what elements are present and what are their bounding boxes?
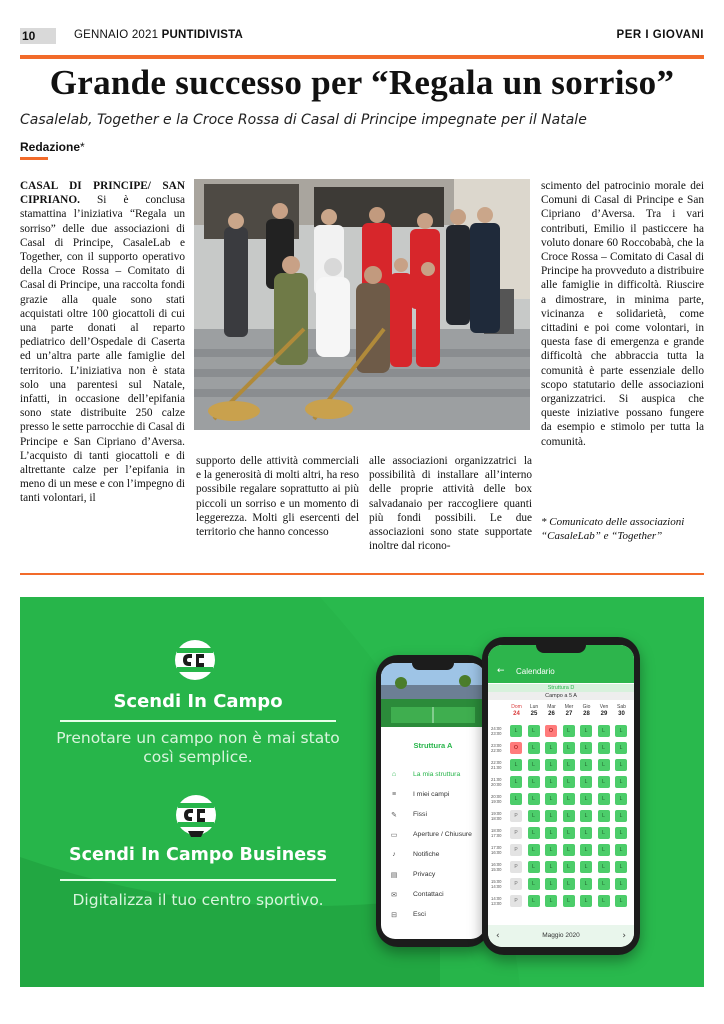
issue-date: GENNAIO 2021 (74, 29, 159, 41)
calendar-cell[interactable]: L (580, 895, 592, 907)
calendar-cell[interactable]: L (545, 861, 557, 873)
time-slot-label: 23:00 22:00 (491, 743, 502, 753)
scendi-in-campo-business-logo (174, 793, 218, 839)
calendar-cell[interactable]: L (545, 742, 557, 754)
mail-icon: ✉ (391, 891, 397, 899)
calendar-cell[interactable]: L (580, 759, 592, 771)
calendar-cell[interactable]: L (528, 793, 540, 805)
menu-item[interactable] (381, 805, 485, 824)
calendar-cell[interactable]: L (545, 759, 557, 771)
calendar-cell[interactable]: P (510, 810, 522, 822)
calendar-cell[interactable]: P (510, 861, 522, 873)
ad-divider-business (60, 879, 336, 881)
ad-brand-title: Scendi In Campo (113, 691, 283, 712)
page-number: 10 (20, 28, 56, 44)
menu-item[interactable] (381, 865, 485, 884)
menu-item[interactable] (381, 765, 485, 784)
menu-item-label: Privacy (413, 871, 436, 878)
calendar-month: Maggio 2020 (488, 925, 634, 947)
calendar-cell[interactable]: L (545, 895, 557, 907)
time-slot-label: 18:00 17:00 (491, 828, 502, 838)
phone-left-screen (381, 663, 485, 939)
byline-author: Redazione (20, 140, 81, 154)
phone-right-screen (488, 645, 634, 947)
calendar-cell[interactable]: L (615, 861, 627, 873)
list-icon: ≡ (391, 791, 397, 798)
calendar-cell[interactable]: L (615, 725, 627, 737)
calendar-cell[interactable]: L (615, 827, 627, 839)
section-title: PER I GIOVANI (616, 29, 704, 41)
calendar-cell[interactable]: L (528, 776, 540, 788)
phone-right-notch (536, 645, 586, 653)
prev-month-icon[interactable]: ‹ (496, 931, 500, 941)
time-slot-label: 17:00 16:00 (491, 845, 502, 855)
calendar-cell[interactable]: L (545, 844, 557, 856)
calendar-cell[interactable]: P (510, 895, 522, 907)
calendar-cell[interactable]: L (598, 844, 610, 856)
day-header: Ven (599, 704, 609, 710)
day-number: 29 (600, 711, 608, 717)
calendar-cell[interactable]: L (563, 793, 575, 805)
page-header (20, 28, 704, 44)
article-column-4: scimento del patrocinio morale dei Comuni di Casal di Principe e San Cipriano d’Aversa. Tra i vari contributi, Emilio il pasticcere ha voluto donare 60 Roccobabà, che la Croce Rossa – Comitato di Casal di Principe ha provveduto a distribuire alle famiglie in difficoltà. Riuscire a dimostrare, in minima parte, vicinanza e solidarietà, come cittadini e poi come volontari, in questa fase di emergenza e grande difficoltà che abbraccia tutta la comunità è parte essenziale dello scopo statutario delle associazioni organizzatrici. Si auspica che queste iniziative possano fungere da esempio e stimolo per tutta la comunità. (541, 180, 704, 448)
calendar-cell[interactable]: L (615, 793, 627, 805)
calendar-cell[interactable]: L (598, 878, 610, 890)
calendar-cell[interactable]: O (545, 725, 557, 737)
day-header: Mer (564, 704, 574, 710)
calendar-cell[interactable]: L (528, 725, 540, 737)
article-column-3: alle associazioni organizzatrici la possibilità di installare all’interno delle proprie attività delle box salvadanaio per raccogliere quanti più fondi possibili. Le due associazioni sono state supportate inoltre dal ricono- (369, 455, 532, 553)
footnote: * Comunicato delle associazioni “CasaleLab” e “Together” (541, 516, 685, 542)
calendar-cell[interactable]: L (563, 725, 575, 737)
calendar-cell[interactable]: L (528, 810, 540, 822)
calendar-cell[interactable]: L (545, 827, 557, 839)
bell-icon: ♪ (392, 851, 396, 858)
calendar-cell[interactable]: L (598, 827, 610, 839)
day-number: 27 (565, 711, 573, 717)
article-bottom-rule (20, 573, 704, 575)
calendar-cell[interactable]: L (563, 895, 575, 907)
article-photo (194, 179, 530, 430)
issue-info (74, 29, 243, 41)
calendar-cell[interactable]: L (598, 742, 610, 754)
venue-name: Struttura A (413, 741, 453, 750)
back-arrow-icon[interactable]: ← (497, 666, 505, 676)
calendar-cell[interactable]: L (598, 895, 610, 907)
calendar-cell[interactable]: L (615, 878, 627, 890)
time-slot-label: 21:00 20:00 (491, 777, 502, 787)
calendar-cell[interactable]: P (510, 827, 522, 839)
day-number: 25 (530, 711, 538, 717)
article-column-1 (20, 179, 185, 549)
menu-item[interactable] (381, 905, 485, 924)
ad-tagline: Prenotare un campo non è mai stato così semplice. (56, 729, 340, 766)
calendar-cell[interactable]: L (580, 810, 592, 822)
calendar-cell[interactable]: L (563, 776, 575, 788)
calendar-cell[interactable]: L (598, 810, 610, 822)
day-number: 26 (548, 711, 555, 717)
calendar-cell[interactable]: L (563, 844, 575, 856)
dateline: CASAL DI PRINCIPE/ SAN CIPRIANO. (20, 180, 185, 207)
article-column-2: supporto delle attività commerciali e la generosità di molti altri, ha reso possibile regalare soprattutto ai più piccoli un sorriso e un momento di leggerezza. Molti gli esercenti del territorio che hanno concesso (196, 455, 359, 539)
calendar-cell[interactable]: P (510, 844, 522, 856)
calendar-cell[interactable]: L (580, 861, 592, 873)
subheadline: Casalelab, Together e la Croce Rossa di Casal di Principe impegnate per il Natale (20, 112, 587, 128)
time-slot-label: 22:00 21:00 (491, 760, 502, 770)
calendar-cell[interactable]: L (615, 759, 627, 771)
phone-left (376, 655, 490, 947)
next-month-icon[interactable]: › (622, 931, 626, 941)
day-number: 24 (513, 711, 520, 717)
menu-item-label: Fissi (413, 811, 427, 818)
calendar-cell[interactable]: L (545, 878, 557, 890)
calendar-cell[interactable]: L (528, 742, 540, 754)
calendar-cell[interactable]: L (598, 725, 610, 737)
calendar-cell[interactable]: L (580, 844, 592, 856)
time-slot-label: 14:00 13:00 (491, 896, 502, 906)
article-text-1: Si è conclusa stamattina l’iniziativa “Regala un sorriso” delle due associazioni di Casal di Principe, CasaleLab e Together, con il supporto operativo della Croce Rossa – Comitato di Casal di Principe, una raccolta fondi grazie alla quale sono stati acquistati oltre 100 giocattoli di cui una parte donati al reparto pediatrico dell’Ospedale di Caserta ed un’altra parte alle famiglie del territorio. L’iniziativa non è stata solo una parentesi sul Natale, infatti, in occasione dell’epifania sono state distribuite 250 calze presso le sette parrocchie di Casal di Principe e San Cipriano d’Aversa. L’acquisto di tanti giocattoli e di altrettante calze per l’epifania in meno di un mese e con l’impegno di tanti volontari, il (20, 194, 186, 505)
calendar-cell[interactable]: L (528, 759, 540, 771)
menu-item-label: I miei campi (413, 791, 450, 798)
day-header: Gio (582, 704, 591, 710)
calendar-title: Calendario (516, 667, 555, 676)
pin-icon: ✎ (391, 811, 397, 819)
byline (20, 140, 85, 154)
menu-item-label: La mia struttura (413, 771, 461, 778)
calendar-cell[interactable]: L (545, 776, 557, 788)
calendar-field: Campo a 5 A (488, 692, 634, 700)
calendar-cell[interactable]: L (563, 878, 575, 890)
calendar-cell[interactable]: L (528, 878, 540, 890)
day-header: Mar (547, 704, 556, 710)
calendar-cell[interactable]: L (528, 827, 540, 839)
advertisement (20, 597, 704, 987)
calendar-cell[interactable]: L (510, 725, 522, 737)
phone-right (482, 637, 640, 955)
calendar-cell[interactable]: L (563, 742, 575, 754)
menu-item-label: Notifiche (413, 851, 440, 858)
byline-rule (20, 157, 48, 160)
calendar-cell[interactable]: L (510, 759, 522, 771)
phone-left-notch (412, 663, 454, 670)
calendar-cell[interactable]: L (563, 759, 575, 771)
calendar-cell[interactable]: L (528, 861, 540, 873)
calendar-cell[interactable]: L (580, 776, 592, 788)
document-icon: ▤ (390, 871, 398, 879)
ad-tagline-business: Digitalizza il tuo centro sportivo. (72, 891, 324, 909)
calendar-cell[interactable]: L (580, 793, 592, 805)
time-slot-label: 19:00 18:00 (491, 811, 502, 821)
ad-divider (60, 720, 336, 722)
menu-item[interactable] (381, 785, 485, 804)
time-slot-label: 20:00 19:00 (491, 794, 502, 804)
byline-mark: * (80, 140, 85, 154)
header-rule (20, 55, 704, 59)
exit-icon: ⊟ (391, 911, 397, 919)
calendar-cell[interactable]: L (580, 725, 592, 737)
scendi-in-campo-logo (174, 639, 216, 681)
menu-item[interactable] (381, 885, 485, 904)
calendar-cell[interactable]: L (598, 793, 610, 805)
calendar-cell[interactable]: L (598, 861, 610, 873)
day-header: Dom (511, 704, 522, 710)
calendar-cell[interactable]: L (615, 895, 627, 907)
menu-item-label: Esci (413, 911, 426, 918)
calendar-cell[interactable]: L (563, 827, 575, 839)
calendar-cell[interactable]: L (580, 878, 592, 890)
calendar-cell[interactable]: L (580, 742, 592, 754)
menu-item-label: Contattaci (413, 891, 444, 898)
calendar-cell[interactable]: L (563, 810, 575, 822)
menu-item[interactable] (381, 845, 485, 864)
calendar-cell[interactable]: L (615, 742, 627, 754)
publication-name: PUNTIDIVISTA (161, 29, 244, 41)
calendar-structure: Struttura D (488, 684, 634, 692)
calendar-cell[interactable]: L (615, 844, 627, 856)
calendar-cell[interactable]: P (510, 878, 522, 890)
calendar-cell[interactable]: L (615, 810, 627, 822)
day-header: Lun (529, 704, 539, 710)
calendar-cell[interactable]: L (528, 895, 540, 907)
time-slot-label: 16:00 15:00 (491, 862, 502, 872)
calendar-cell[interactable]: O (510, 742, 522, 754)
calendar-cell[interactable]: L (580, 827, 592, 839)
ad-brand-title-business: Scendi In Campo Business (69, 845, 327, 865)
menu-item-label: Aperture / Chiusure (413, 831, 472, 838)
day-header: Sab (617, 704, 626, 710)
calendar-cell[interactable]: L (615, 776, 627, 788)
menu-item[interactable] (381, 825, 485, 844)
calendar-cell[interactable]: L (510, 776, 522, 788)
venue-photo (381, 663, 485, 727)
calendar-cell[interactable]: L (528, 844, 540, 856)
calendar-cell[interactable]: L (545, 810, 557, 822)
headline: Grande successo per “Regala un sorriso” (49, 63, 675, 102)
home-icon: ⌂ (391, 771, 397, 778)
calendar-cell[interactable]: L (563, 861, 575, 873)
calendar-cell[interactable]: L (510, 793, 522, 805)
open-close-icon: ▭ (390, 831, 398, 839)
day-number: 28 (583, 711, 590, 717)
calendar-cell[interactable]: L (598, 776, 610, 788)
day-number: 30 (618, 711, 625, 717)
time-slot-label: 24:00 23:00 (491, 726, 502, 736)
calendar-cell[interactable]: L (598, 759, 610, 771)
time-slot-label: 15:00 14:00 (491, 879, 502, 889)
calendar-cell[interactable]: L (545, 793, 557, 805)
